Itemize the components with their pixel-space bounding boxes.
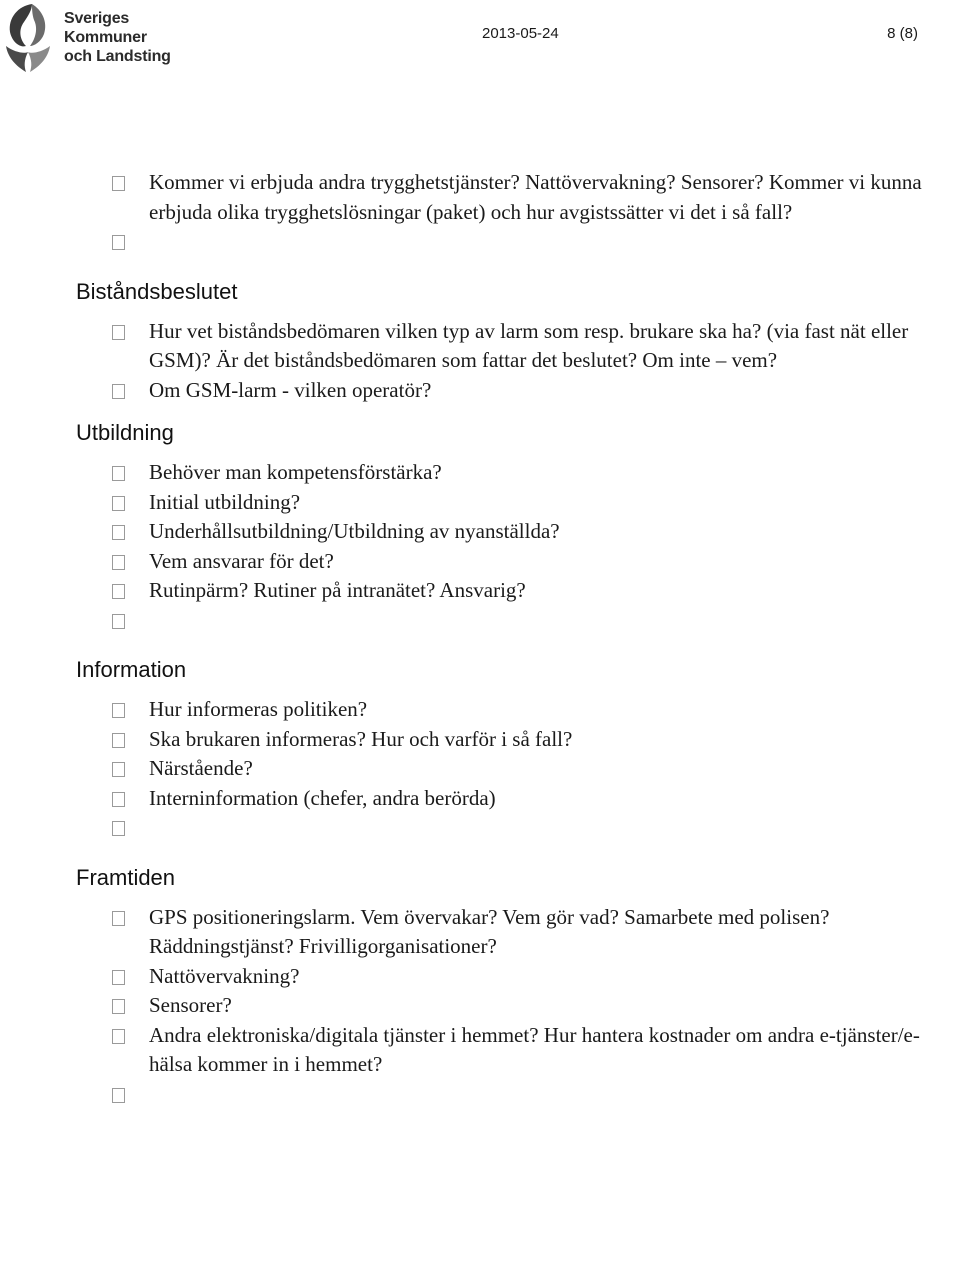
list-item xyxy=(0,488,960,518)
list-item-text: Hur informeras politiken? xyxy=(149,697,368,721)
list-item-text: GPS positioneringslarm. Vem övervakar? Vem gör vad? Samarbete med polisen? Räddningstjänst? Frivilligorganisationer? xyxy=(149,904,830,958)
list-item-text: Hur vet biståndsbedömaren vilken typ av larm som resp. brukare ska ha? (via fast nät eller GSM)? Är det biståndsbedömaren som fattar det beslutet? Om inte – vem? xyxy=(149,318,909,372)
document-body xyxy=(0,168,960,1109)
list-item xyxy=(0,168,960,227)
checkbox-bullet-icon xyxy=(112,384,125,399)
checkbox-bullet-icon xyxy=(112,496,125,511)
checkbox-bullet-icon xyxy=(112,821,125,836)
list-item xyxy=(0,962,960,992)
list-item xyxy=(0,547,960,577)
checkbox-bullet-icon xyxy=(112,555,125,570)
section-heading-information: Information xyxy=(76,657,187,682)
section-list-information xyxy=(0,695,960,843)
list-item-text: Nattövervakning? xyxy=(149,963,300,988)
section-list-framtiden xyxy=(0,903,960,1110)
list-item-text: Interninformation (chefer, andra berörda) xyxy=(149,785,496,810)
logo-line: Kommuner xyxy=(64,29,147,46)
checkbox-bullet-icon xyxy=(112,703,125,718)
section-heading-framtiden: Framtiden xyxy=(76,864,176,890)
checkbox-bullet-icon xyxy=(112,792,125,807)
list-item xyxy=(0,517,960,547)
list-item xyxy=(0,784,960,814)
list-item-text: Rutinpärm? Rutiner på intranätet? Ansvarig? xyxy=(149,578,526,602)
list-item-text: Närstående? xyxy=(149,756,253,780)
list-item-text: Andra elektroniska/digitala tjänster i hemmet? Hur hantera kostnader om andra e-tjänster/e-hälsa kommer in i hemmet? xyxy=(149,1022,920,1076)
list-item-text: Initial utbildning? xyxy=(149,489,301,514)
section-list-utbildning xyxy=(0,458,960,635)
list-item-text: Sensorer? xyxy=(149,993,232,1017)
logo-wordmark xyxy=(64,9,171,66)
list-item-text: Kommer vi erbjuda andra trygghetstjänster? Nattövervakning? Sensorer? Kommer vi kunna erbjuda olika trygghetslösningar (paket) och hur avgistssätter vi det i så fall? xyxy=(149,170,922,224)
checkbox-bullet-icon xyxy=(112,325,125,340)
list-item xyxy=(0,695,960,725)
document-date: 2013-05-24 xyxy=(482,25,559,42)
checkbox-bullet-icon xyxy=(112,911,125,926)
list-item xyxy=(0,458,960,488)
list-item xyxy=(0,813,960,843)
section-list-bistandsbeslutet xyxy=(0,317,960,406)
section-heading-bistandsbeslutet: Biståndsbeslutet xyxy=(76,278,238,304)
section-heading-utbildning: Utbildning xyxy=(76,420,174,445)
list-item-text: Om GSM-larm - vilken operatör? xyxy=(149,377,432,402)
list-item xyxy=(0,227,960,257)
logo-line: och Landsting xyxy=(64,48,171,65)
page-number: 8 (8) xyxy=(887,25,918,42)
list-item xyxy=(0,376,960,406)
checkbox-bullet-icon xyxy=(112,1029,125,1044)
checkbox-bullet-icon xyxy=(112,466,125,481)
intro-list xyxy=(0,168,960,257)
checkbox-bullet-icon xyxy=(112,176,125,191)
checkbox-bullet-icon xyxy=(112,584,125,599)
list-item-text: Underhållsutbildning/Utbildning av nyanställda? xyxy=(149,519,560,543)
list-item xyxy=(0,754,960,784)
list-item xyxy=(0,576,960,606)
checkbox-bullet-icon xyxy=(112,999,125,1014)
checkbox-bullet-icon xyxy=(112,733,125,748)
skl-logo-icon xyxy=(2,2,54,74)
checkbox-bullet-icon xyxy=(112,525,125,540)
list-item xyxy=(0,606,960,636)
list-item xyxy=(0,317,960,376)
list-item-text: Behöver man kompetensförstärka? xyxy=(149,460,442,484)
list-item xyxy=(0,1080,960,1110)
checkbox-bullet-icon xyxy=(112,762,125,777)
list-item-text: Ska brukaren informeras? Hur och varför i så fall? xyxy=(149,726,573,751)
list-item xyxy=(0,991,960,1021)
checkbox-bullet-icon xyxy=(112,614,125,629)
list-item xyxy=(0,725,960,755)
page-header xyxy=(0,0,960,80)
list-item xyxy=(0,903,960,962)
checkbox-bullet-icon xyxy=(112,970,125,985)
checkbox-bullet-icon xyxy=(112,235,125,250)
logo-line: Sveriges xyxy=(64,10,130,27)
list-item-text: Vem ansvarar för det? xyxy=(149,548,334,573)
checkbox-bullet-icon xyxy=(112,1088,125,1103)
list-item xyxy=(0,1021,960,1080)
